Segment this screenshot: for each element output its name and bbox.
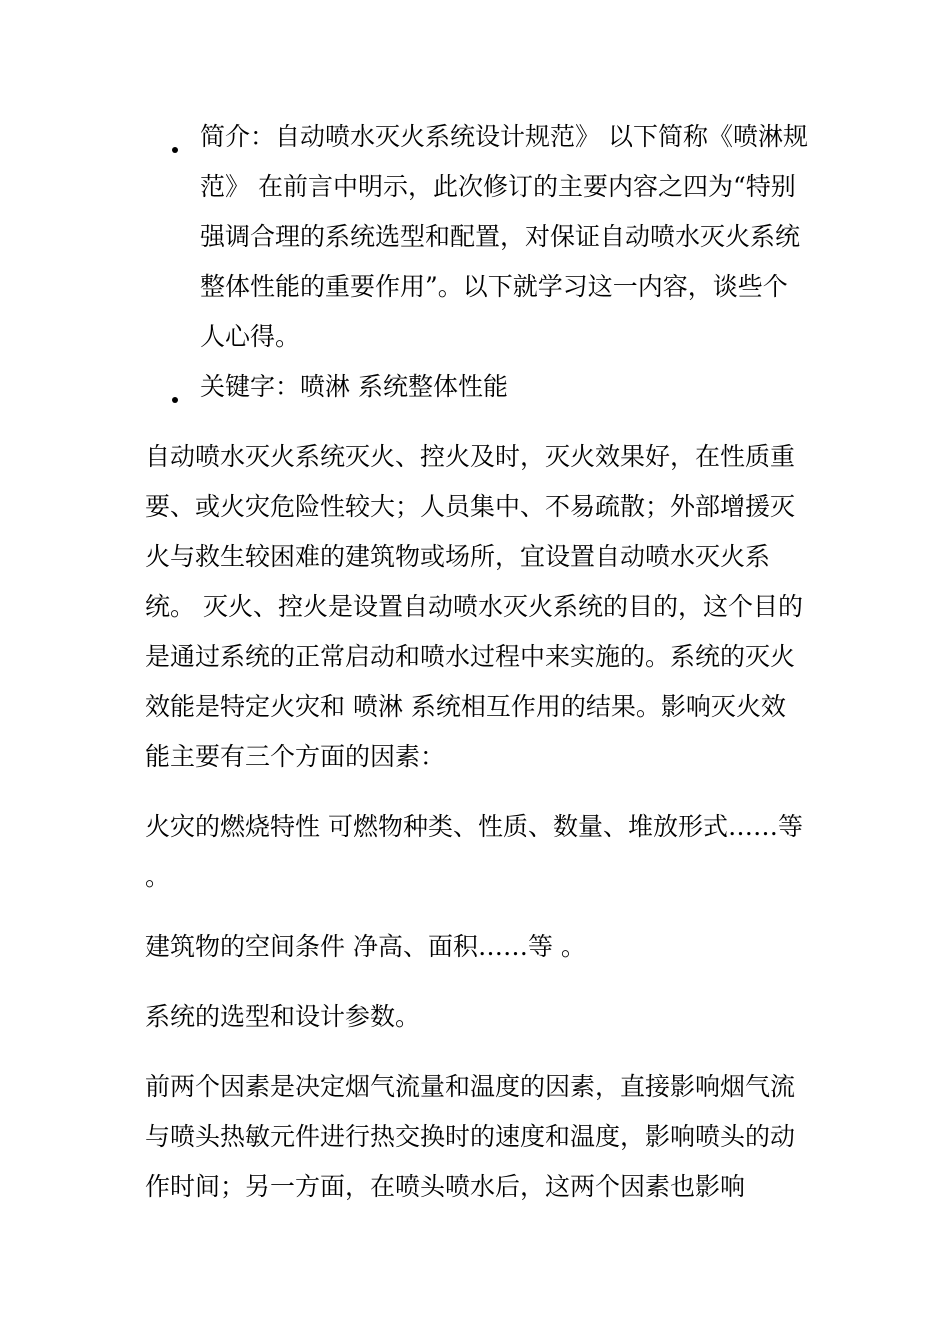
paragraph-analysis: 前两个因素是决定烟气流量和温度的因素，直接影响烟气流与喷头热敏元件进行热交换时的速度和温度，影响喷头的动作时间；另一方面，在喷头喷水后，这两个因素也影响 <box>145 1072 796 1201</box>
keywords-text: 关键字：喷淋 系统整体性能 <box>200 372 508 401</box>
paragraph-intro: 自动喷水灭火系统灭火、控火及时，灭火效果好，在性质重要、或火灾危险性较大；人员集中、不易疏散；外部增援灭火与救生较困难的建筑物或场所，宜设置自动喷水灭火系统。 灭火、控火是设置自动喷水灭火系统的目的，这个目的是通过系统的正常启动和喷水过程中来实施的。系统的灭火效能是特定火灾和 喷淋 系统相互作用的结果。影响灭火效能主要有三个方面的因素： <box>145 442 803 771</box>
bullet-dot-icon <box>172 147 178 153</box>
paragraph-factor-fire: 火灾的燃烧特性 可燃物种类、性质、数量、堆放形式……等 。 <box>145 812 803 891</box>
bullet-list <box>200 112 810 412</box>
paragraph-factor-building: 建筑物的空间条件 净高、面积……等 。 <box>145 932 586 961</box>
summary-text: 简介：自动喷水灭火系统设计规范》 以下简称《喷淋规范》 在前言中明示，此次修订的主要内容之四为“特别强调合理的系统选型和配置，对保证自动喷水灭火系统整体性能的重要作用”。以下就学习这一内容，谈些个人心得。 <box>200 122 808 351</box>
body-text <box>145 432 810 1212</box>
paragraph-factor-system: 系统的选型和设计参数。 <box>145 1002 421 1031</box>
bullet-item-keywords <box>200 362 810 412</box>
bullet-item-summary <box>200 112 810 362</box>
bullet-dot-icon <box>172 397 178 403</box>
